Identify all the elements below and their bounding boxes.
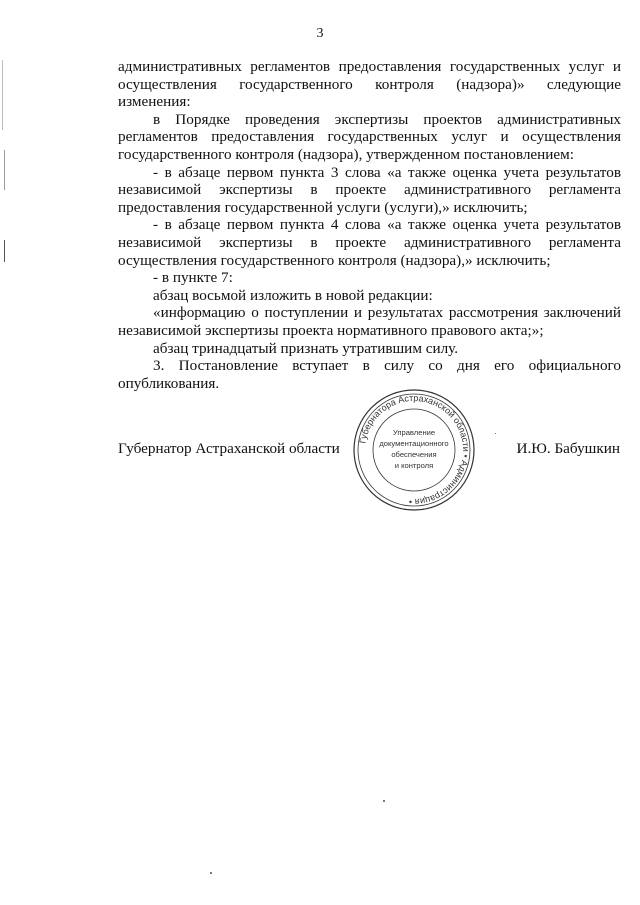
seal-center-line: обеспечения	[391, 450, 437, 459]
official-seal	[352, 388, 476, 512]
page-number: 3	[316, 26, 324, 41]
seal-center-line: документационного	[379, 439, 449, 448]
scan-speck	[210, 872, 212, 874]
paragraph: абзац восьмой изложить в новой редакции:	[153, 286, 433, 304]
signature-block	[0, 440, 640, 460]
document-body	[118, 58, 621, 392]
signatory-name: И.Ю. Бабушкин	[516, 440, 620, 457]
scan-speck	[495, 433, 496, 434]
scan-margin-marks	[0, 0, 8, 905]
seal-ring-text: Губернатора Астраханской области • Администрация •	[357, 392, 472, 508]
paragraph: административных регламентов предоставления государственных услуг и осуществления государственного контроля (надзора)» следующие изменения:	[118, 58, 621, 111]
paragraph: 3. Постановление вступает в силу со дня его официального опубликования.	[118, 357, 621, 392]
paragraph: - в пункте 7:	[153, 269, 233, 287]
signatory-title: Губернатор Астраханской области	[118, 440, 340, 457]
seal-center-line: и контроля	[394, 461, 434, 470]
seal-center-line: Управление	[392, 428, 436, 437]
paragraph: абзац тринадцатый признать утратившим силу.	[153, 339, 459, 357]
paragraph: в Порядке проведения экспертизы проектов административных регламентов предоставления государственных услуг и осуществления государственного контроля (надзора), утвержденном постановлением:	[118, 110, 621, 163]
paragraph: «информацию о поступлении и результатах рассмотрения заключений независимой экспертизы проекта нормативного правового акта;»;	[118, 304, 621, 339]
scan-speck	[383, 800, 385, 802]
paragraph: - в абзаце первом пункта 3 слова «а также оценка учета результатов независимой экспертизы в проекте административного регламента предоставления государственной услуги (услуги),» исключить;	[118, 163, 621, 216]
paragraph: - в абзаце первом пункта 4 слова «а также оценка учета результатов независимой экспертизы в проекте административного регламента осуществления государственного контроля (надзора),» исключить;	[118, 216, 621, 269]
